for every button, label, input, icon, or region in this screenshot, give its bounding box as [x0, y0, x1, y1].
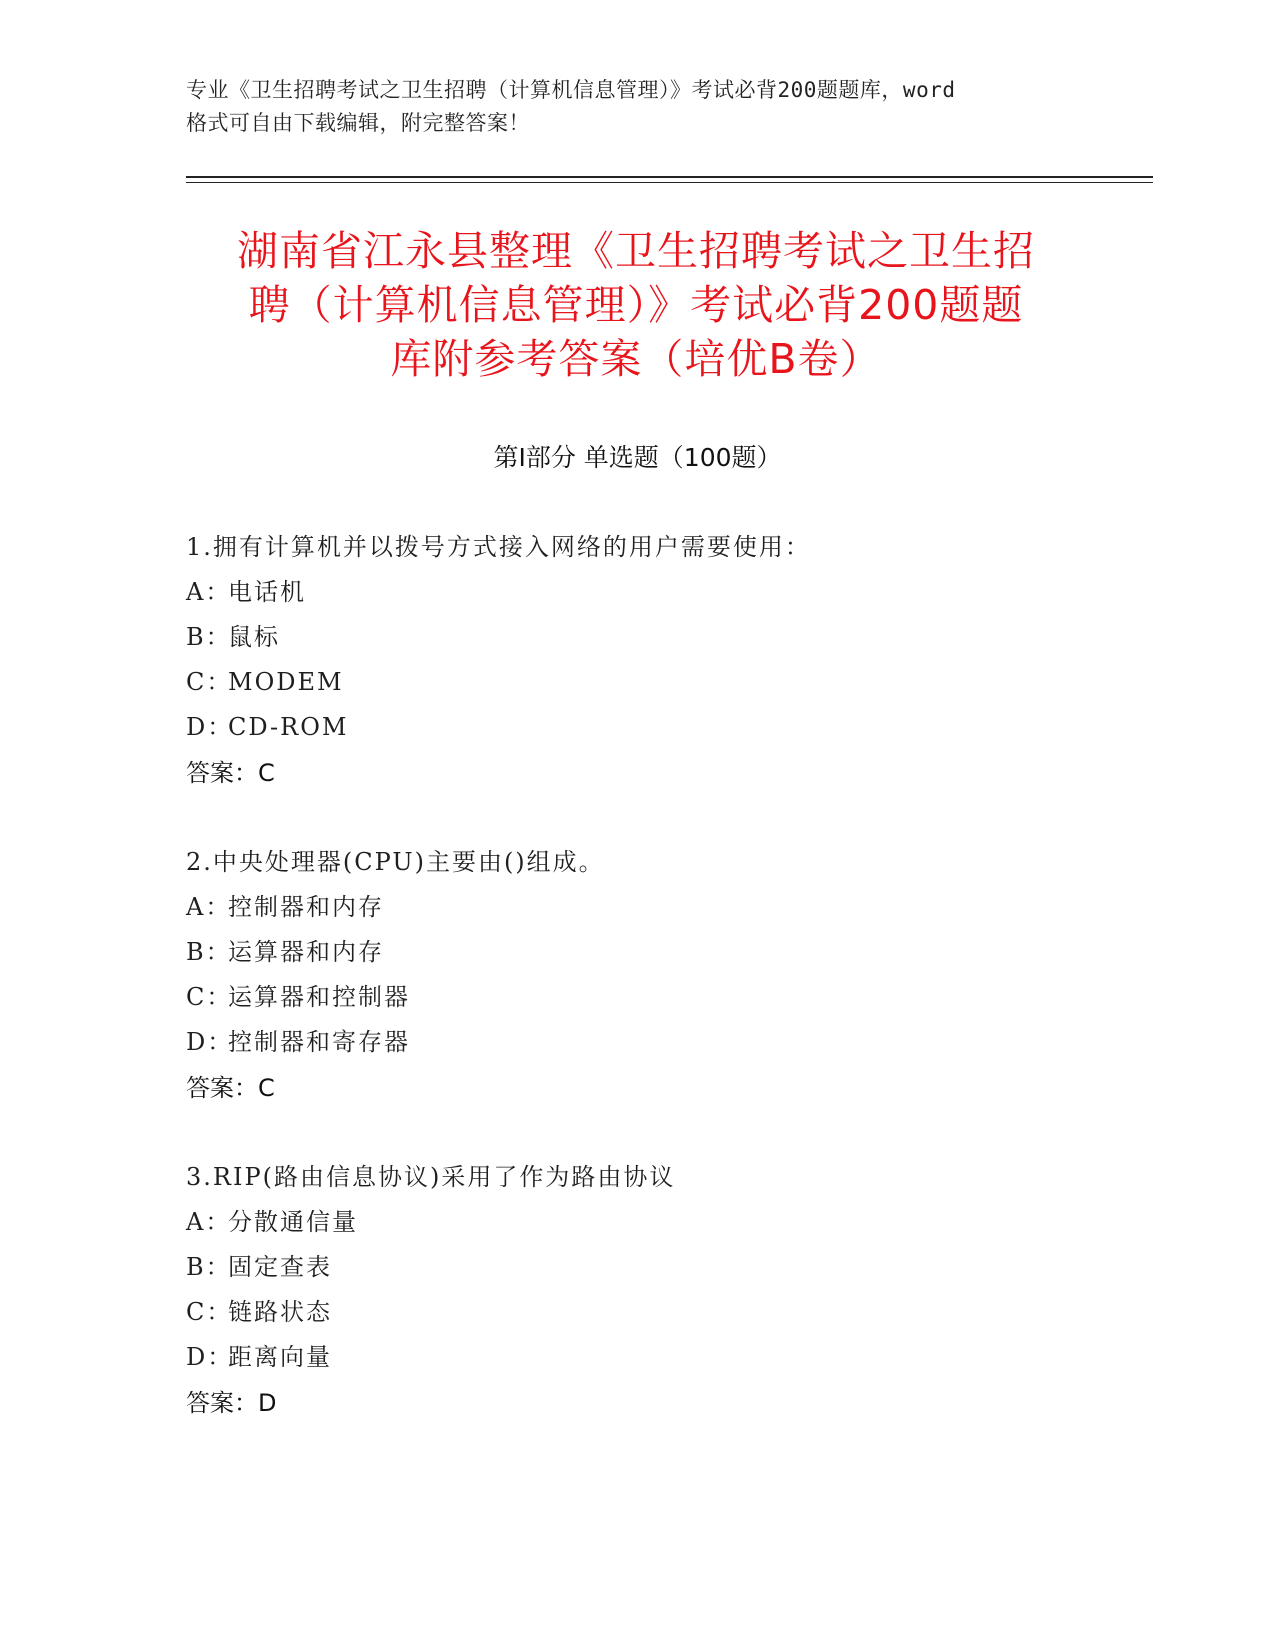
- answer-line: [186, 1380, 1086, 1426]
- option-key: A：: [186, 578, 232, 606]
- section-heading: 第Ⅰ部分 单选题（100题）: [493, 443, 782, 472]
- question-2: [186, 840, 1086, 1111]
- question-3: [186, 1155, 1086, 1426]
- option-key: D：: [186, 1028, 234, 1056]
- question-1: [186, 525, 1086, 796]
- option-c: [186, 1290, 1086, 1335]
- option-d: [186, 705, 1086, 750]
- option-key: C：: [186, 983, 233, 1011]
- question-stem: 1.拥有计算机并以拨号方式接入网络的用户需要使用：: [186, 533, 811, 561]
- option-key: C：: [186, 1298, 233, 1326]
- title-line-2: 聘（计算机信息管理）》考试必背200题题: [248, 281, 1024, 329]
- answer-line: [186, 1065, 1086, 1111]
- option-b: [186, 615, 1086, 660]
- option-d: [186, 1335, 1086, 1380]
- option-text: 距离向量: [228, 1343, 332, 1371]
- option-a: [186, 885, 1086, 930]
- option-key: C：: [186, 668, 233, 696]
- option-key: B：: [186, 938, 232, 966]
- header-note-line-1: 专业《卫生招聘考试之卫生招聘（计算机信息管理）》考试必背200题题库，word: [186, 78, 956, 102]
- option-text: 分散通信量: [228, 1208, 358, 1236]
- header-note: [186, 74, 1086, 140]
- option-key: A：: [186, 1208, 232, 1236]
- answer-prefix: 答案：: [186, 1074, 258, 1102]
- option-text: 控制器和内存: [228, 893, 384, 921]
- option-text: 鼠标: [228, 623, 280, 651]
- option-key: D：: [186, 1343, 234, 1371]
- answer-value: C: [258, 759, 275, 787]
- document-title: [196, 224, 1076, 386]
- option-key: B：: [186, 623, 232, 651]
- option-a: [186, 1200, 1086, 1245]
- answer-line: [186, 750, 1086, 796]
- option-text: 运算器和内存: [228, 938, 384, 966]
- answer-prefix: 答案：: [186, 1389, 258, 1417]
- option-c: [186, 660, 1086, 705]
- option-b: [186, 930, 1086, 975]
- question-stem: 3.RIP(路由信息协议)采用了作为路由协议: [186, 1163, 676, 1191]
- header-note-line-2: 格式可自由下载编辑，附完整答案！: [186, 111, 530, 135]
- answer-prefix: 答案：: [186, 759, 258, 787]
- option-d: [186, 1020, 1086, 1065]
- option-key: B：: [186, 1253, 232, 1281]
- option-text: CD-ROM: [228, 713, 349, 741]
- option-key: A：: [186, 893, 232, 921]
- answer-value: C: [258, 1074, 275, 1102]
- option-text: 链路状态: [228, 1298, 332, 1326]
- option-text: 控制器和寄存器: [228, 1028, 410, 1056]
- option-text: MODEM: [228, 668, 344, 696]
- option-text: 运算器和控制器: [228, 983, 410, 1011]
- option-c: [186, 975, 1086, 1020]
- header-divider-thick: [186, 176, 1153, 178]
- title-line-1: 湖南省江永县整理《卫生招聘考试之卫生招: [237, 227, 1035, 275]
- option-key: D：: [186, 713, 234, 741]
- question-list: [186, 525, 1086, 1470]
- header-divider-thin: [186, 182, 1153, 183]
- option-b: [186, 1245, 1086, 1290]
- title-line-3: 库附参考答案（培优B卷）: [390, 335, 882, 383]
- option-a: [186, 570, 1086, 615]
- question-stem: 2.中央处理器(CPU)主要由()组成。: [186, 848, 605, 876]
- option-text: 电话机: [228, 578, 306, 606]
- answer-value: D: [258, 1389, 277, 1417]
- option-text: 固定查表: [228, 1253, 332, 1281]
